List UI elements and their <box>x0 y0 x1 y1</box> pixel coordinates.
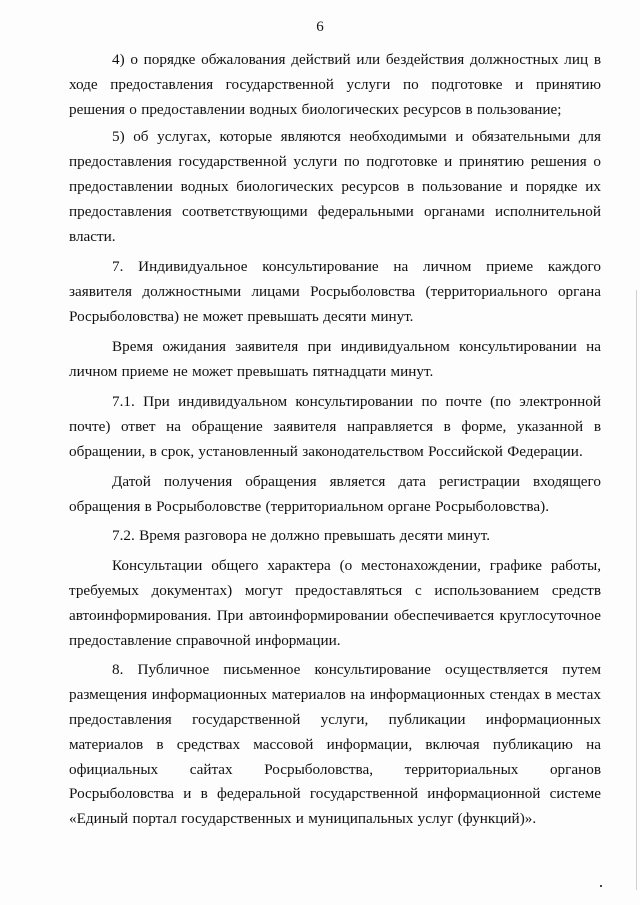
paragraph-receipt-date: Датой получения обращения является дата регистрации входящего обращения в Росрыболовстве (территориальном органе Росрыболовства). <box>69 472 601 515</box>
paragraph-general-consultations: Консультации общего характера (о местонахождении, графике работы, требуемых документах) могут предоставляться с использованием средств автоинформирования. При автоинформировании обеспечивается круглосуточное предоставление справочной информации. <box>69 557 601 649</box>
paragraph-item-5-required-services: 5) об услугах, которые являются необходимыми и обязательными для предоставления государственной услуги по подготовке и принятию решения о предоставлении водных биологических ресурсов в пользование и порядке их предоставления соответствующими федеральными органами исполнительной власти. <box>69 128 601 245</box>
paragraph-7-individual-consultation: 7. Индивидуальное консультирование на личном приеме каждого заявителя должностными лицами Росрыболовства (территориального органа Росрыболовства) не может превышать десяти минут. <box>69 258 601 325</box>
paragraph-8-public-written-consultation: 8. Публичное письменное консультирование осуществляется путем размещения информационных материалов на информационных стендах в местах предоставления государственной услуги, публикации информационных материалов в средствах массовой информации, включая публикацию на официальных сайтах Росрыболовства, территориальных органов Росрыболовства и в федеральной государственной информационной системе «Единый портал государственных и муниципальных услуг (функций)». <box>69 661 601 828</box>
paragraph-7-1-mail-consultation: 7.1. При индивидуальном консультировании по почте (по электронной почте) ответ на обращение заявителя направляется в форме, указанной в обращении, в срок, установленный законодательством Российской Федерации. <box>69 393 601 460</box>
paragraph-7-2-call-duration: 7.2. Время разговора не должно превышать десяти минут. <box>112 527 491 545</box>
page-number: 6 <box>316 19 324 35</box>
paragraph-item-4-appeal-procedure: 4) о порядке обжалования действий или бездействия должностных лиц в ходе предоставления государственной услуги по подготовке и принятию решения о предоставлении водных биологических ресурсов в пользование; <box>69 51 601 118</box>
scan-edge-line <box>636 290 637 890</box>
paragraph-waiting-time: Время ожидания заявителя при индивидуальном консультировании на личном приеме не может превышать пятнадцати минут. <box>69 337 601 380</box>
scan-speck <box>600 885 602 887</box>
document-body <box>69 48 601 836</box>
